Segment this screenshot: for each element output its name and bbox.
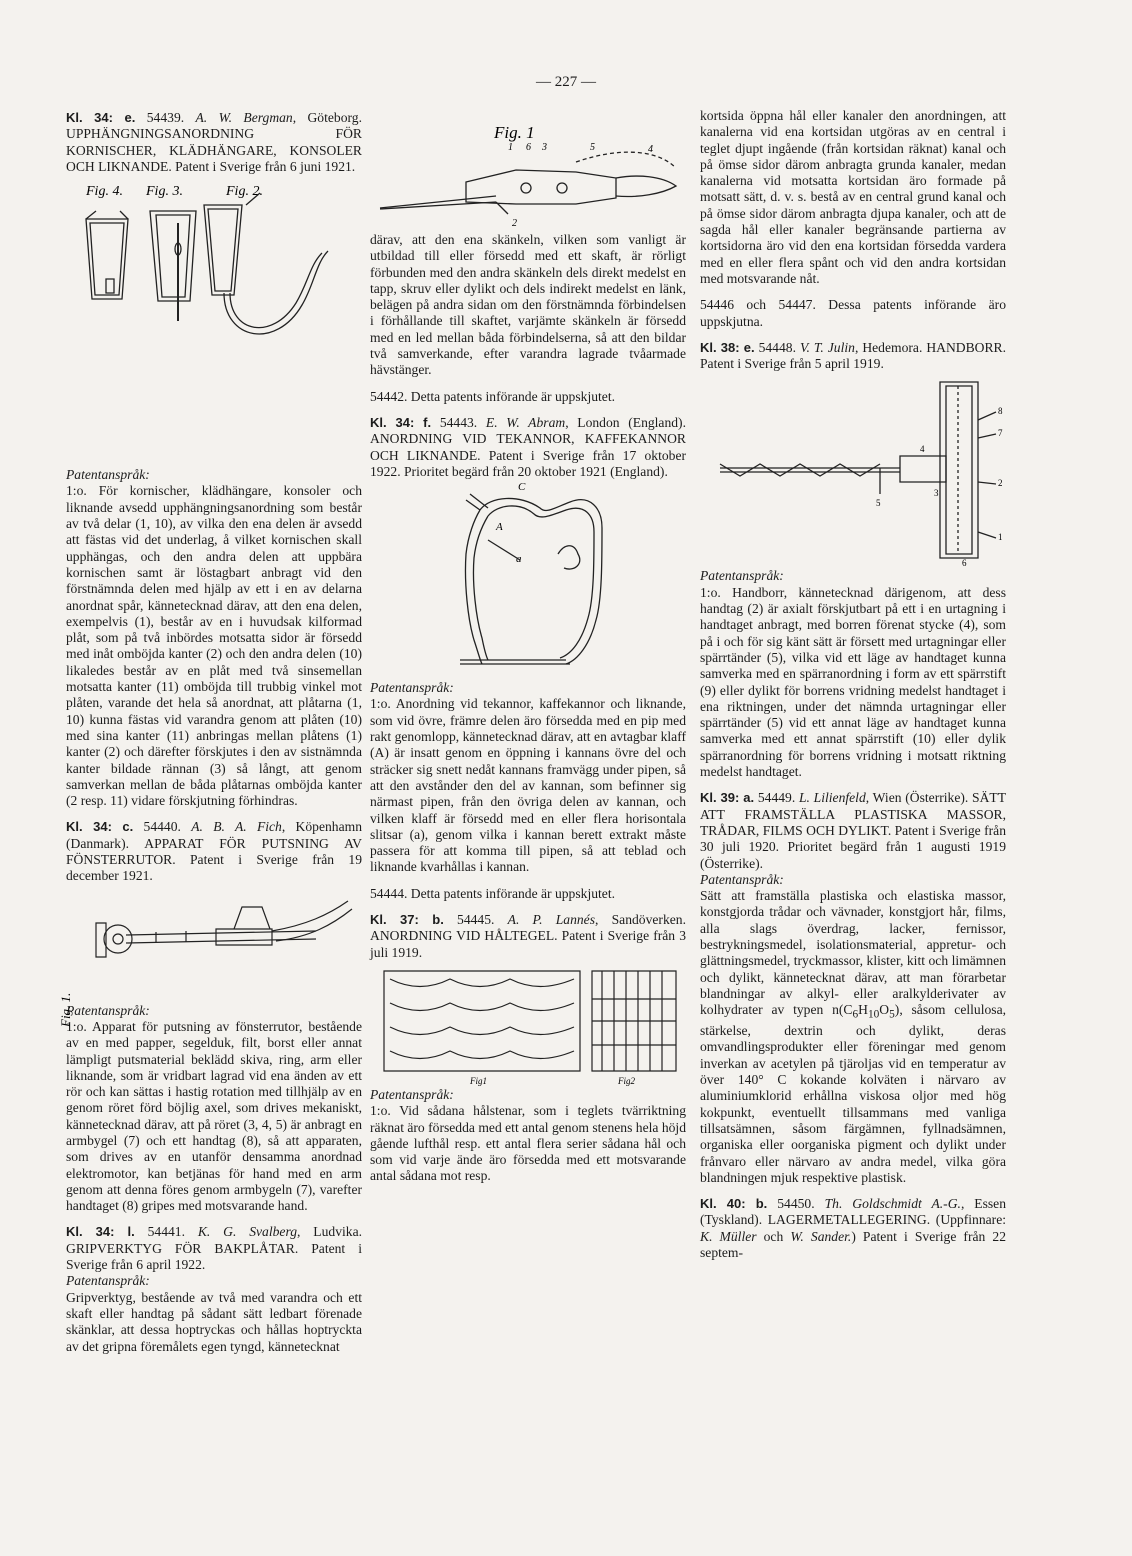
patent-entry-header (370, 415, 686, 480)
header-text: , Wien (Österrike). SÄTT ATT FRAMSTÄLLA PLASTISKA MASSOR, TRÅDAR, FILMS OCH DYLIKT. Patent i Sverige från 30 juli 1920. Prioritet begärd från 1 augusti 1919 (Österrike). (700, 790, 1007, 871)
patentee-name: V. T. Julin (799, 339, 855, 355)
claim-text: 1:o. Handborr, kännetecknad därigenom, att dess handtag (2) är axialt förskjutbart på ett i en urtagning i handtaget anbragt, med borren förenat stycke (4), som på i och för sig känt sätt är försett med urtagningar eller spärrtänder (5), vilka vid ett läge av handtaget kunna samverka med en spärranordning i form av ett spärrstift (9) eller dylikt för borrens vridning medelst handtaget i ena riktningen, under det nämnda urtagningar eller spärrtänder (5) vid ett annat läge av handtaget kunna samverka med ett annat spärrstift (10) eller dylik spärranordning för borrens vridning i motsatt riktning medelst handtaget. (700, 584, 1006, 780)
fig-label: Fig. 1. (58, 992, 73, 1027)
column-3 (700, 108, 1006, 1261)
hanger-fig-2 (204, 193, 328, 334)
patent-class: Kl. 34: c. (66, 819, 134, 835)
fig-letter: a (516, 553, 522, 566)
header-text: , London (England). ANORDNING VID TEKANNOR, KAFFEKANNOR OCH LIKNANDE. Patent i Sverige från 17 oktober 1922. Prioritet begärd från 20 oktober 1921 (England). (370, 414, 686, 479)
fig-number: 7 (998, 428, 1003, 439)
fig-number: 8 (998, 406, 1003, 417)
header-text: 54439. (135, 110, 196, 125)
hanger-fig-4 (86, 211, 128, 299)
fig-number: 3 (542, 142, 547, 153)
column-2 (370, 232, 686, 1185)
fig-number: 5 (876, 498, 881, 509)
patent-entry-header (700, 340, 1006, 373)
header-text: 54445. (443, 912, 508, 928)
claim-heading: Patentanspråk: (700, 871, 784, 887)
claim-text: 1:o. Anordning vid tekannor, kaffekannor och liknande, som vid övre, främre delen äro försedda med en pip med rakt genomlopp, kännetecknad därav, att en avtagbar klaff (A) är insatt genom en öppning i kannans övre del och sträcker sig snett nedåt kannans framvägg under pipen, så att den avstånder den del av kannan, som befinner sig närmast pipen, från den övriga delen av kannan, och vilken klaff är försedd med en eller flera horisontala slitsar (a), genom vilka i kannan berett extrakt måste passera för att komma till pipen, så att teblad och liknande kvarhållas i kannan. (370, 696, 686, 875)
patent-entry-header (700, 790, 1006, 871)
patent-notice: 54444. Detta patents införande är uppskjutet. (370, 885, 615, 901)
fig-number: 4 (648, 144, 653, 155)
header-text: ) Patent i Sverige från 22 septem- (700, 1228, 1006, 1261)
patent-entry-header (66, 1224, 362, 1273)
page-number: — 227 — (536, 74, 596, 90)
header-text: 54443. (431, 414, 486, 430)
patentee-name: Th. Goldschmidt A.-G. (824, 1196, 961, 1212)
fig-label: Fig1 (470, 1075, 487, 1086)
column-1 (58, 110, 362, 1355)
patent-entry-header (370, 912, 686, 961)
patent-class: Kl. 37: b. (370, 912, 444, 928)
patent-entry-header (700, 1196, 1006, 1261)
header-text: , Ludvika. GRIPVERKTYG FÖR BAKPLÅTAR. Patent i Sverige från 6 april 1922. (66, 1224, 362, 1273)
header-text: 54440. (133, 819, 192, 835)
fig-letter: A (496, 521, 503, 534)
header-text: , Hedemora. HANDBORR. Patent i Sverige från 5 april 1919. (700, 339, 1006, 372)
fig-number: 2 (512, 218, 517, 229)
patentee-name: A. B. A. Fich (191, 819, 282, 835)
fig-label: Fig. 2. (226, 184, 263, 200)
patentee-name: K. Müller (700, 1228, 757, 1244)
hanger-figures (66, 175, 362, 467)
claim-text: Gripverktyg, bestående av två med varandra och ett skaft eller handtag på sådant sätt ledbart förenade skänklar, att dessa hoptryckas och hållas hoptryckta av det gripna föremålets egen tyngd, kännetecknat (66, 1289, 362, 1354)
teapot-figure (370, 480, 686, 680)
header-text: 54448. (754, 339, 800, 355)
patent-class: Kl. 34: f. (370, 414, 432, 430)
patentee-name: L. Lilienfeld (798, 790, 866, 806)
fig-label: Fig. 3. (146, 184, 183, 200)
fig-number: 1 (508, 142, 513, 153)
fig-number: 4 (920, 444, 925, 455)
patent-class: Kl. 38: e. (700, 339, 755, 355)
patent-class: Kl. 34: e. (66, 110, 136, 125)
fig-number: 1 (998, 532, 1003, 543)
header-text: 54441. (134, 1224, 198, 1240)
patent-entry-header (66, 819, 362, 884)
header-text: 54450. (767, 1196, 825, 1212)
fig-number: 6 (962, 558, 967, 569)
claim-heading: Patentanspråk: (370, 1086, 454, 1102)
brick-figure (370, 961, 686, 1087)
patentee-name: E. W. Abram (485, 414, 566, 430)
header-text: , Essen (Tyskland). LAGERMETALLEGERING. (Uppfinnare: (700, 1196, 1007, 1228)
header-text: 54449. (754, 790, 799, 806)
claim-heading: Patentanspråk: (66, 1002, 150, 1018)
gripping-tool-figure (376, 118, 686, 230)
fig-label: Fig. 4. (86, 184, 123, 200)
patent-notice: 54446 och 54447. Dessa patents införande äro uppskjutna. (700, 297, 1006, 329)
claim-heading: Patentanspråk: (700, 568, 784, 584)
patent-class: Kl. 39: a. (700, 790, 755, 806)
claim-text: Sätt att framställa plastiska och elastiska massor, konstgjorda trådar och vävnader, konstgjort hår, films, alla slags överdrag, lacker, fernissor, bestrykningsmedel, isolationsmaterial, appretur- och glättningsmedel, tryckmassor, klister, kitt och limämnen och dylikt, kännetecknat därav, att man förarbetar blandningar av alkyl- eller aralkylderivater av kolhydrater av typen $n(C_6H_{10}O_5)$, såsom cellulosa, stärkelse, dextrin och dylikt, deras omvandlingsprodukter eller föreningar med genom inverkan av acetylen på tjäroljas vid en temperatur av över 140° C kokande kolväten i närvaro av aluminiumklorid erhållna viskosa oljor med hög kokpunkt, eventuellt tillsammans med vanliga tillsatsämnen, såsom färgämnen, fyllnadsämnen, organiska eller oorganiska pigment och dylikt under frånvaro eller närvaro av andra medel, vilka göra blandningen mjuk respektive plastisk. (700, 888, 1007, 1185)
fig-label: Fig. 1 (494, 123, 535, 142)
patent-notice: 54442. Detta patents införande är uppskjutet. (370, 388, 615, 404)
fig-number: 3 (934, 488, 939, 499)
header-text: och (756, 1228, 791, 1244)
claim-text: därav, att den ena skänkeln, vilken som vanligt är utbildad till eller försedd med ett skaft, är rörligt förbunden med den andra skänkeln dels direkt medelst en tapp, skruv eller dylikt och dels indirekt medelst en länk, belägen på andra sidan om den förstnämnda förbindelsen i förhållande till skaftet, varjämte skänkeln är försedd med en led mellan båda förbindelserna, så att den bildar två samverkande, efter varandra lagrade tvåarmade hävstänger. (370, 232, 686, 378)
patent-class: Kl. 34: l. (66, 1224, 135, 1240)
claim-text: 1:o. För kornischer, klädhängare, konsoler och liknande avsedd upphängningsanordning som består av två delar (1, 10), av vilka den ena delen är avsedd att fästas vid det underlag, å vilket kornischen skall upphängas, och den andra delen att uppbära kornischen samt är löstagbart anbragt vid den förstnämnda delen med hjälp av ett i en av delarna anordnat spår, kännetecknad därav, att den ena delen, exempelvis (1), består av en i huvudsak kilformad plåt, som på två inbördes motsatta sidor är försedd med inåt omböjda kanter (2) och den andra delen (10) likaledes består av en plåt med två sinsemellan motsatta kanter (11) omböjda till trubbig vinkel mot plåten, varande det hela så anordnat, att plåtarna (1, 10) kunna fästas vid varandra genom att plåten (10) med sina kanter (11) anbringas mellan plåtens (1) kanter (2) och därefter förskjutes i den av sistnämnda kanter bildade rännan (3) så långt, att genom samverkan mellan de båda plåtarnas omböjda kanter (2 resp. 11) vidare förskjutning förhindras. (66, 483, 362, 809)
hanger-fig-3 (150, 211, 196, 321)
patentee-name: A. P. Lannés (507, 912, 595, 928)
patent-class: Kl. 40: b. (700, 1196, 768, 1212)
fig-number: 2 (998, 478, 1003, 489)
claim-heading: Patentanspråk: (66, 1273, 150, 1289)
fig-number: 6 (526, 142, 531, 153)
patentee-name: A. W. Bergman (195, 110, 293, 125)
hand-drill-figure (700, 372, 1006, 568)
patent-entry-header (66, 110, 362, 175)
header-text: , Göteborg. UPPHÄNGNINGSANORDNING FÖR KORNISCHER, KLÄDHÄNGARE, KONSOLER OCH LIKNANDE. Patent i Sverige från 6 juni 1921. (66, 110, 362, 174)
claim-heading: Patentanspråk: (370, 680, 454, 696)
fig-letter: C (518, 481, 526, 494)
patentee-name: W. Sander. (790, 1228, 852, 1244)
claim-text: 1:o. Vid sådana hålstenar, som i teglets tvärriktning räknat äro försedda med ett antal genom stenens hela höjd gående lufthål resp. ett antal flera serier sådana hål och som vid varje ände äro försedda med ett motsvarande antal sådana mot resp. (370, 1103, 686, 1184)
fig-label: Fig2 (618, 1075, 635, 1086)
header-text: , Köpenhamn (Danmark). APPARAT FÖR PUTSNING AV FÖNSTERRUTOR. Patent i Sverige från 19 december 1921. (66, 819, 362, 884)
claim-text: 1:o. Apparat för putsning av fönsterrutor, bestående av en med papper, segelduk, filt, borst eller annat lämpligt putsmaterial beklädd skiva, ring, arm eller liknande, som är vridbart lagrad vid ena änden av ett rör och kan sättas i hastig rotation med tillhjälp av en genom röret förd böjlig axel, som drives mekaniskt, kännetecknad därav, att på röret (3, 4, 5) är anbragt en armbygel (7) och ett handtag (8), så att apparaten, som drives av en utanför densamma anordnad elektromotor, kan betjänas för hand med en arm genom att denna föres genom armbygeln (7), varefter handtaget (8) gripes med motsvarande hand. (66, 1018, 362, 1214)
claim-heading: Patentanspråk: (66, 467, 150, 483)
patentee-name: K. G. Svalberg (197, 1224, 298, 1240)
claim-text: kortsida öppna hål eller kanaler den anordningen, att kanalerna vid ena kortsidan utgöras av en central i teglet djupt ingående (från kortsidan räknat) kanal och på ömse sidor därom anbragta grunda kanaler, medan kanalerna vid motsatta kortsidan äro formade på motsatt sätt, d. v. s. bestå av en central grund kanal och på ömse sidor därom anbragta djupa kanaler, och att de sagda hål eller kanaler begränsande partierna av kortsidorna äro vid den ena kortsidan försedda vardera med en eller flera spånt och vid den andra kortsidan med motsvarande nåt. (700, 108, 1006, 286)
fig-number: 5 (590, 142, 595, 153)
header-text: , Sandöverken. ANORDNING VID HÅLTEGEL. Patent i Sverige från 3 juli 1919. (370, 912, 686, 960)
